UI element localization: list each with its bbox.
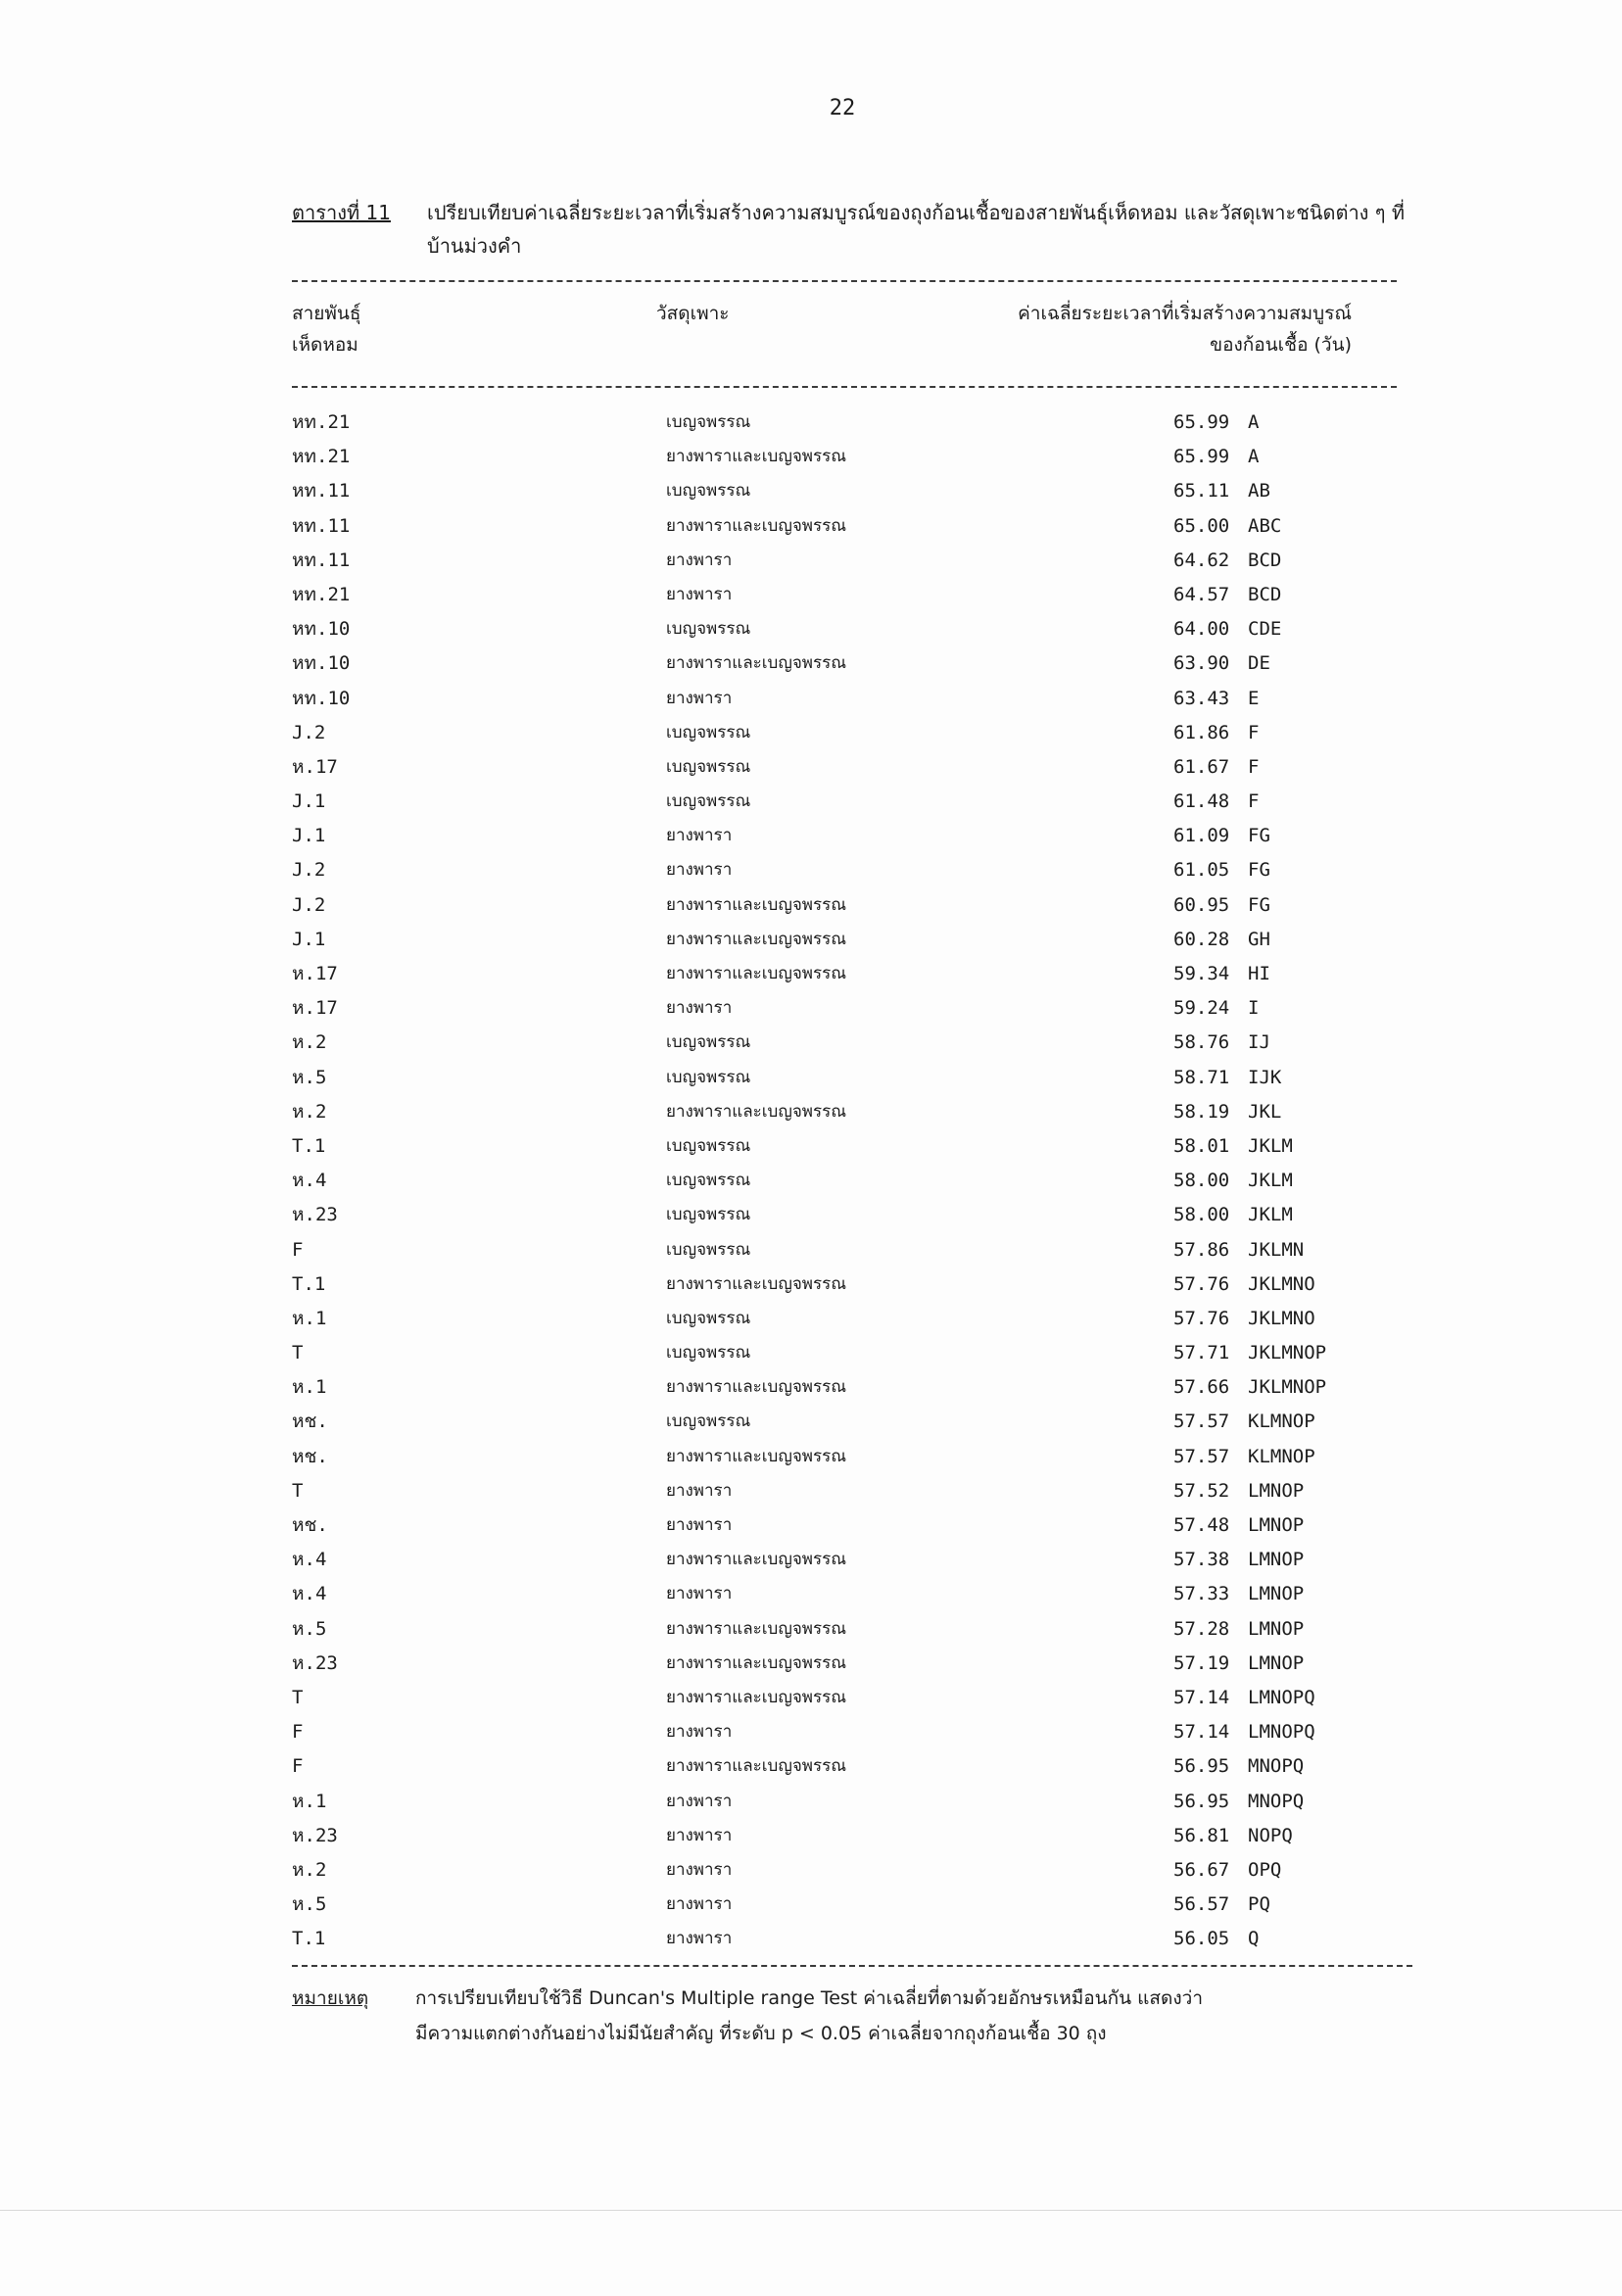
material-cell: เบญจพรรณ	[666, 481, 751, 502]
material-cell: ยางพารา	[666, 1894, 733, 1915]
mean-cell: 59.24	[1173, 997, 1230, 1020]
group-letter-cell: LMNOP	[1248, 1549, 1305, 1571]
table-row	[0, 474, 1622, 508]
strain-cell: ห.23	[292, 1824, 338, 1846]
material-cell: ยางพาราและเบญจพรรณ	[666, 515, 847, 536]
table-row	[0, 991, 1622, 1026]
group-letter-cell: HI	[1248, 963, 1270, 984]
material-cell: ยางพาราและเบญจพรรณ	[666, 1652, 847, 1673]
mean-cell: 63.43	[1173, 687, 1230, 709]
table-row	[0, 785, 1622, 819]
mean-cell: 56.81	[1173, 1824, 1230, 1846]
table-caption-label: ตารางที่ 11	[292, 201, 391, 224]
group-letter-cell: I	[1248, 997, 1260, 1020]
strain-cell: ห.4	[292, 1549, 327, 1571]
header-strain-line2: เห็ดหอม	[292, 334, 358, 356]
table-row	[0, 750, 1622, 785]
material-cell: เบญจพรรณ	[666, 619, 751, 640]
mean-cell: 57.14	[1173, 1686, 1230, 1708]
mean-cell: 58.01	[1173, 1134, 1230, 1157]
strain-cell: F	[292, 1755, 304, 1778]
table-row	[0, 1819, 1622, 1853]
strain-cell: ห.5	[292, 1893, 327, 1916]
group-letter-cell: FG	[1248, 825, 1270, 847]
group-letter-cell: MNOPQ	[1248, 1790, 1305, 1812]
table-row	[0, 682, 1622, 716]
strain-cell: T	[292, 1686, 304, 1708]
mean-cell: 64.00	[1173, 618, 1230, 641]
strain-cell: ห.1	[292, 1790, 327, 1812]
material-cell: เบญจพรรณ	[666, 1171, 751, 1191]
note-label: หมายเหตุ	[292, 1987, 369, 2009]
group-letter-cell: E	[1248, 687, 1260, 709]
group-letter-cell: Q	[1248, 1928, 1260, 1950]
mean-cell: 64.62	[1173, 549, 1230, 571]
table-row	[0, 544, 1622, 578]
group-letter-cell: LMNOPQ	[1248, 1686, 1315, 1708]
header-strain	[292, 298, 361, 360]
material-cell: เบญจพรรณ	[666, 1308, 751, 1328]
mean-cell: 64.57	[1173, 583, 1230, 605]
group-letter-cell: F	[1248, 721, 1260, 743]
group-letter-cell: IJ	[1248, 1031, 1270, 1054]
strain-cell: ห.2	[292, 1858, 327, 1881]
mean-cell: 57.28	[1173, 1617, 1230, 1640]
strain-cell: หท.11	[292, 514, 351, 537]
table-row	[0, 578, 1622, 612]
strain-cell: ห.17	[292, 963, 338, 984]
group-letter-cell: DE	[1248, 652, 1270, 675]
table-row	[0, 1853, 1622, 1888]
material-cell: ยางพาราและเบญจพรรณ	[666, 1101, 847, 1122]
strain-cell: หท.11	[292, 480, 351, 502]
group-letter-cell: CDE	[1248, 618, 1282, 641]
material-cell: ยางพาราและเบญจพรรณ	[666, 1687, 847, 1707]
group-letter-cell: LMNOPQ	[1248, 1721, 1315, 1744]
table-row	[0, 1440, 1622, 1474]
mean-cell: 57.52	[1173, 1479, 1230, 1502]
material-cell: ยางพารา	[666, 1791, 733, 1811]
strain-cell: ห.2	[292, 1031, 327, 1054]
mean-cell: 57.76	[1173, 1272, 1230, 1295]
material-cell: เบญจพรรณ	[666, 1135, 751, 1156]
group-letter-cell: KLMNOP	[1248, 1411, 1315, 1433]
material-cell: เบญจพรรณ	[666, 1411, 751, 1432]
material-cell: ยางพาราและเบญจพรรณ	[666, 1273, 847, 1294]
material-cell: เบญจพรรณ	[666, 722, 751, 742]
group-letter-cell: JKLMNOP	[1248, 1376, 1327, 1399]
material-cell: เบญจพรรณ	[666, 791, 751, 812]
material-cell: ยางพาราและเบญจพรรณ	[666, 1377, 847, 1398]
mean-cell: 57.33	[1173, 1583, 1230, 1605]
mean-cell: 57.71	[1173, 1342, 1230, 1364]
table-row	[0, 716, 1622, 750]
header-strain-line1: สายพันธุ์	[292, 303, 361, 324]
table-row	[0, 1681, 1622, 1715]
material-cell: เบญจพรรณ	[666, 1205, 751, 1225]
strain-cell: F	[292, 1721, 304, 1744]
material-cell: ยางพาราและเบญจพรรณ	[666, 1618, 847, 1639]
material-cell: ยางพาราและเบญจพรรณ	[666, 964, 847, 983]
table-row	[0, 509, 1622, 544]
group-letter-cell: LMNOP	[1248, 1514, 1305, 1536]
table-row	[0, 1268, 1622, 1302]
material-cell: ยางพารา	[666, 1929, 733, 1949]
strain-cell: ห.5	[292, 1066, 327, 1088]
note-line-2: มีความแตกต่างกันอย่างไม่มีนัยสำคัญ ที่ระดับ p < 0.05 ค่าเฉลี่ยจากถุงก้อนเชื้อ 30 ถุง	[415, 2023, 1107, 2044]
material-cell: ยางพาราและเบญจพรรณ	[666, 447, 847, 467]
mean-cell: 56.95	[1173, 1755, 1230, 1778]
table-row	[0, 1749, 1622, 1784]
strain-cell: J.1	[292, 928, 326, 950]
strain-cell: หท.10	[292, 652, 351, 675]
mean-cell: 58.76	[1173, 1031, 1230, 1054]
table-row	[0, 1508, 1622, 1543]
group-letter-cell: PQ	[1248, 1893, 1270, 1916]
table-row	[0, 1922, 1622, 1956]
strain-cell: หช.	[292, 1514, 328, 1536]
group-letter-cell: LMNOP	[1248, 1617, 1305, 1640]
strain-cell: J.1	[292, 790, 326, 813]
table-body	[0, 406, 1622, 1956]
group-letter-cell: KLMNOP	[1248, 1445, 1315, 1467]
mean-cell: 57.14	[1173, 1721, 1230, 1744]
page-number: 22	[829, 96, 856, 120]
table-row	[0, 1647, 1622, 1681]
table-header-rule	[292, 386, 1397, 388]
material-cell: เบญจพรรณ	[666, 1067, 751, 1087]
strain-cell: ห.4	[292, 1170, 327, 1192]
header-mean-line2: ของก้อนเชื้อ (วัน)	[1210, 334, 1352, 356]
strain-cell: หช.	[292, 1411, 328, 1433]
mean-cell: 57.19	[1173, 1651, 1230, 1674]
strain-cell: หท.21	[292, 411, 351, 433]
material-cell: ยางพารา	[666, 1515, 733, 1535]
mean-cell: 58.19	[1173, 1100, 1230, 1123]
table-row	[0, 1474, 1622, 1508]
table-row	[0, 1612, 1622, 1647]
group-letter-cell: JKLMNO	[1248, 1272, 1315, 1295]
header-material: วัสดุเพาะ	[656, 303, 730, 324]
material-cell: ยางพารา	[666, 1480, 733, 1501]
strain-cell: ห.4	[292, 1583, 327, 1605]
group-letter-cell: LMNOP	[1248, 1651, 1305, 1674]
material-cell: ยางพารา	[666, 1584, 733, 1604]
table-row	[0, 1785, 1622, 1819]
group-letter-cell: JKLMNOP	[1248, 1342, 1327, 1364]
table-row	[0, 1095, 1622, 1129]
strain-cell: หท.21	[292, 446, 351, 468]
strain-cell: J.1	[292, 825, 326, 847]
scan-edge-line	[0, 2210, 1622, 2211]
group-letter-cell: IJK	[1248, 1066, 1282, 1088]
mean-cell: 61.86	[1173, 721, 1230, 743]
strain-cell: หท.10	[292, 687, 351, 709]
strain-cell: T.1	[292, 1928, 326, 1950]
table-row	[0, 1888, 1622, 1922]
table-caption-text: เปรียบเทียบค่าเฉลี่ยระยะเวลาที่เริ่มสร้างความสมบูรณ์ของถุงก้อนเชื้อของสายพันธุ์เห็ดหอม และวัสดุเพาะชนิดต่าง ๆ ที่บ้านม่วงคำ	[427, 201, 1406, 258]
mean-cell: 58.00	[1173, 1170, 1230, 1192]
mean-cell: 58.71	[1173, 1066, 1230, 1088]
group-letter-cell: A	[1248, 411, 1260, 433]
material-cell: เบญจพรรณ	[666, 1239, 751, 1260]
material-cell: เบญจพรรณ	[666, 1032, 751, 1053]
group-letter-cell: BCD	[1248, 583, 1282, 605]
material-cell: ยางพารา	[666, 584, 733, 604]
table-row	[0, 1129, 1622, 1164]
group-letter-cell: LMNOP	[1248, 1583, 1305, 1605]
table-bottom-rule	[292, 1965, 1412, 1967]
group-letter-cell: JKLM	[1248, 1204, 1293, 1226]
material-cell: ยางพาราและเบญจพรรณ	[666, 929, 847, 949]
mean-cell: 61.48	[1173, 790, 1230, 813]
mean-cell: 57.38	[1173, 1549, 1230, 1571]
strain-cell: J.2	[292, 893, 326, 916]
table-row	[0, 853, 1622, 887]
strain-cell: ห.17	[292, 997, 338, 1020]
mean-cell: 60.28	[1173, 928, 1230, 950]
table-row	[0, 406, 1622, 440]
table-row	[0, 1198, 1622, 1232]
material-cell: ยางพารา	[666, 860, 733, 881]
table-top-rule	[292, 280, 1397, 282]
strain-cell: T.1	[292, 1272, 326, 1295]
strain-cell: หท.21	[292, 583, 351, 605]
mean-cell: 57.57	[1173, 1445, 1230, 1467]
strain-cell: T	[292, 1479, 304, 1502]
table-row	[0, 888, 1622, 923]
group-letter-cell: NOPQ	[1248, 1824, 1293, 1846]
table-row	[0, 923, 1622, 957]
mean-cell: 61.67	[1173, 755, 1230, 778]
strain-cell: หช.	[292, 1445, 328, 1467]
material-cell: เบญจพรรณ	[666, 756, 751, 777]
group-letter-cell: JKLM	[1248, 1134, 1293, 1157]
strain-cell: ห.23	[292, 1204, 338, 1226]
strain-cell: F	[292, 1238, 304, 1261]
strain-cell: T.1	[292, 1134, 326, 1157]
group-letter-cell: GH	[1248, 928, 1270, 950]
strain-cell: J.2	[292, 721, 326, 743]
group-letter-cell: A	[1248, 446, 1260, 468]
table-row	[0, 1061, 1622, 1095]
material-cell: ยางพาราและเบญจพรรณ	[666, 1756, 847, 1777]
mean-cell: 56.67	[1173, 1858, 1230, 1881]
mean-cell: 65.11	[1173, 480, 1230, 502]
material-cell: ยางพาราและเบญจพรรณ	[666, 894, 847, 915]
strain-cell: ห.2	[292, 1100, 327, 1123]
group-letter-cell: FG	[1248, 893, 1270, 916]
material-cell: ยางพารา	[666, 1722, 733, 1743]
table-row	[0, 1543, 1622, 1577]
note-line-1: การเปรียบเทียบใช้วิธี Duncan's Multiple range Test ค่าเฉลี่ยที่ตามด้วยอักษรเหมือนกัน แสดงว่า	[415, 1987, 1203, 2009]
header-mean	[960, 298, 1352, 360]
mean-cell: 58.00	[1173, 1204, 1230, 1226]
mean-cell: 56.57	[1173, 1893, 1230, 1916]
table-row	[0, 1302, 1622, 1336]
material-cell: ยางพารา	[666, 826, 733, 846]
table-row	[0, 1577, 1622, 1611]
table-row	[0, 1164, 1622, 1198]
group-letter-cell: ABC	[1248, 514, 1282, 537]
group-letter-cell: BCD	[1248, 549, 1282, 571]
mean-cell: 63.90	[1173, 652, 1230, 675]
group-letter-cell: JKLMNO	[1248, 1307, 1315, 1329]
group-letter-cell: LMNOP	[1248, 1479, 1305, 1502]
table-row	[0, 1336, 1622, 1370]
group-letter-cell: MNOPQ	[1248, 1755, 1305, 1778]
table-row	[0, 1233, 1622, 1268]
material-cell: ยางพาราและเบญจพรรณ	[666, 1446, 847, 1466]
table-row	[0, 957, 1622, 991]
group-letter-cell: JKLMN	[1248, 1238, 1305, 1261]
strain-cell: ห.1	[292, 1376, 327, 1399]
table-row	[0, 440, 1622, 474]
material-cell: ยางพาราและเบญจพรรณ	[666, 1550, 847, 1570]
material-cell: ยางพารา	[666, 998, 733, 1019]
group-letter-cell: OPQ	[1248, 1858, 1282, 1881]
mean-cell: 57.48	[1173, 1514, 1230, 1536]
table-row	[0, 819, 1622, 853]
material-cell: เบญจพรรณ	[666, 1343, 751, 1363]
mean-cell: 57.66	[1173, 1376, 1230, 1399]
mean-cell: 60.95	[1173, 893, 1230, 916]
table-row	[0, 612, 1622, 646]
group-letter-cell: F	[1248, 755, 1260, 778]
material-cell: ยางพารา	[666, 688, 733, 708]
mean-cell: 65.99	[1173, 446, 1230, 468]
mean-cell: 59.34	[1173, 963, 1230, 984]
strain-cell: T	[292, 1342, 304, 1364]
mean-cell: 57.57	[1173, 1411, 1230, 1433]
group-letter-cell: JKL	[1248, 1100, 1282, 1123]
mean-cell: 56.05	[1173, 1928, 1230, 1950]
group-letter-cell: FG	[1248, 859, 1270, 882]
mean-cell: 65.99	[1173, 411, 1230, 433]
mean-cell: 65.00	[1173, 514, 1230, 537]
mean-cell: 61.05	[1173, 859, 1230, 882]
mean-cell: 56.95	[1173, 1790, 1230, 1812]
table-row	[0, 1405, 1622, 1439]
strain-cell: หท.11	[292, 549, 351, 571]
strain-cell: J.2	[292, 859, 326, 882]
header-mean-line1: ค่าเฉลี่ยระยะเวลาที่เริ่มสร้างความสมบูรณ์	[1018, 303, 1352, 324]
strain-cell: ห.17	[292, 755, 338, 778]
table-row	[0, 1370, 1622, 1405]
material-cell: เบญจพรรณ	[666, 412, 751, 432]
mean-cell: 57.76	[1173, 1307, 1230, 1329]
strain-cell: ห.5	[292, 1617, 327, 1640]
strain-cell: ห.23	[292, 1651, 338, 1674]
group-letter-cell: F	[1248, 790, 1260, 813]
strain-cell: ห.1	[292, 1307, 327, 1329]
group-letter-cell: AB	[1248, 480, 1270, 502]
group-letter-cell: JKLM	[1248, 1170, 1293, 1192]
material-cell: ยางพารา	[666, 1859, 733, 1880]
mean-cell: 57.86	[1173, 1238, 1230, 1261]
material-cell: ยางพาราและเบญจพรรณ	[666, 653, 847, 674]
mean-cell: 61.09	[1173, 825, 1230, 847]
table-row	[0, 1715, 1622, 1749]
strain-cell: หท.10	[292, 618, 351, 641]
table-row	[0, 1026, 1622, 1060]
material-cell: ยางพารา	[666, 1825, 733, 1845]
table-row	[0, 646, 1622, 681]
material-cell: ยางพารา	[666, 550, 733, 570]
